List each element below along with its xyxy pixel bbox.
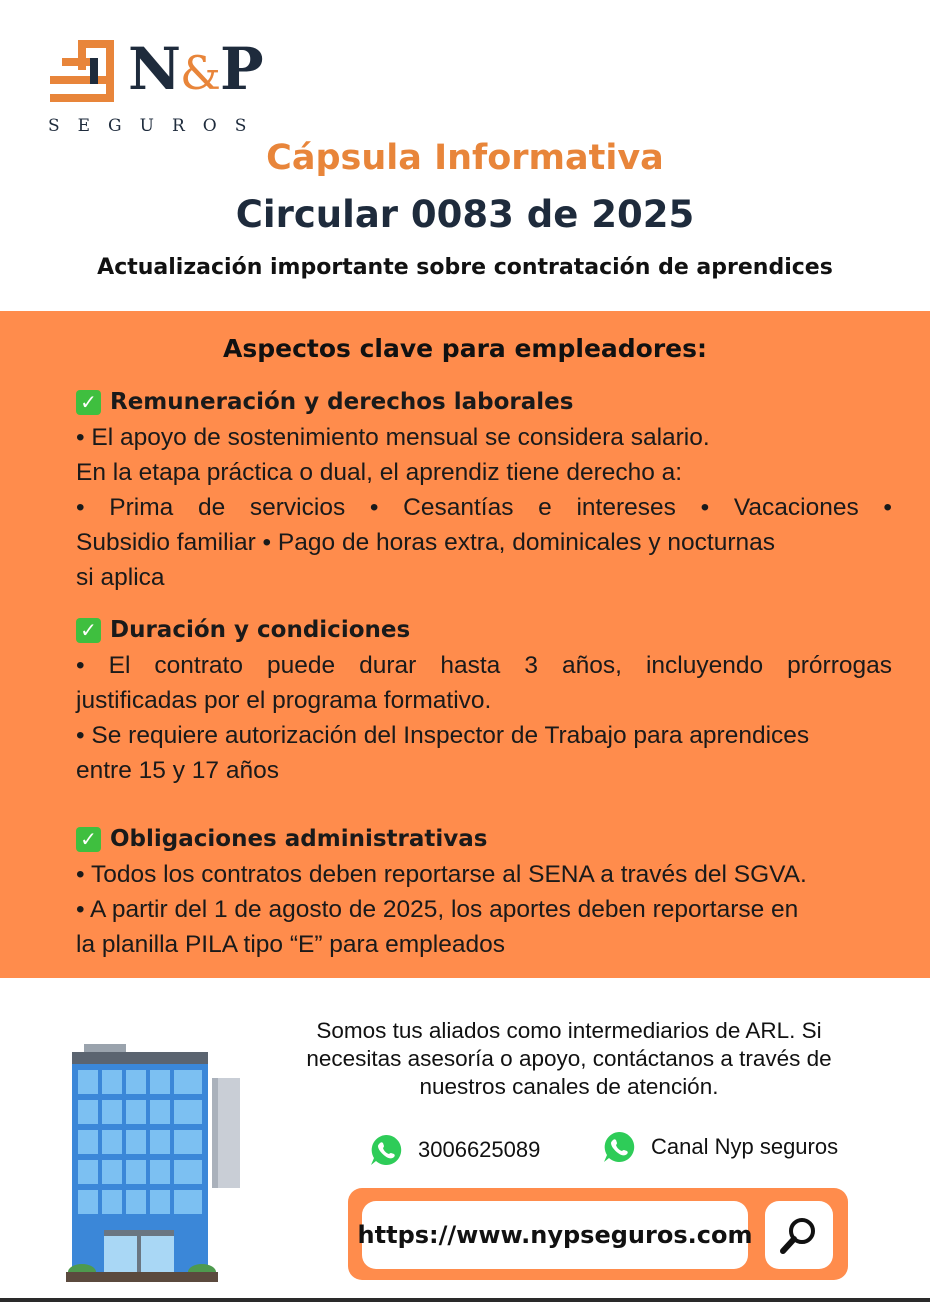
section-line: • El contrato puede durar hasta 3 años, incluyendo prórrogas [76,652,892,679]
whatsapp-icon [601,1129,637,1165]
logo [48,36,288,136]
search-icon [778,1214,820,1256]
key-aspects-heading: Aspectos clave para empleadores: [222,334,708,363]
logo-mark-icon [48,36,118,106]
logo-subtitle: SEGUROS [48,116,265,136]
page-subtitle: Actualización importante sobre contratación de aprendices [97,255,833,280]
whatsapp-phone[interactable] [368,1132,540,1168]
channel-name: Canal Nyp seguros [651,1134,839,1159]
circular-title: Circular 0083 de 2025 [235,193,695,236]
capsule-title: Cápsula Informativa [266,138,664,178]
section-obligations [76,822,892,962]
section-line: • A partir del 1 de agosto de 2025, los aportes deben reportarse en [76,896,799,923]
search-button[interactable] [765,1201,833,1269]
website-link[interactable]: https://www.nypseguros.com [362,1201,748,1269]
section-line: entre 15 y 17 años [76,757,279,784]
contact-message: Somos tus aliados como intermediarios de ARL. Si necesitas asesoría o apoyo, contáctanos a través de nuestros canales de atención. [306,1018,832,1099]
bottom-border [0,1298,930,1302]
section-line: la planilla PILA tipo “E” para empleados [76,931,506,958]
section-line: • Prima de servicios • Cesantías e intereses • Vacaciones • [76,494,892,521]
section-line: Subsidio familiar • Pago de horas extra, dominicales y nocturnas [76,529,776,556]
section-line: justificadas por el programa formativo. [76,687,492,714]
section-line: si aplica [76,564,165,591]
section-line: • Todos los contratos deben reportarse al SENA a través del SGVA. [76,861,807,888]
building-icon [64,1040,244,1285]
section-remuneration [76,385,892,595]
section-line: • Se requiere autorización del Inspector de Trabajo para aprendices [76,722,810,749]
section-title: Obligaciones administrativas [110,826,488,852]
section-line: • El apoyo de sostenimiento mensual se considera salario. [76,424,710,451]
section-line: En la etapa práctica o dual, el aprendiz tiene derecho a: [76,459,683,486]
section-title: Remuneración y derechos laborales [110,389,574,415]
whatsapp-channel[interactable] [601,1129,838,1165]
section-title: Duración y condiciones [110,617,411,643]
logo-wordmark: N&P [128,35,263,103]
whatsapp-icon [368,1132,404,1168]
section-duration [76,613,892,788]
phone-number: 3006625089 [418,1137,541,1162]
check-icon: ✓ [76,390,101,415]
check-icon: ✓ [76,618,101,643]
check-icon: ✓ [76,827,101,852]
